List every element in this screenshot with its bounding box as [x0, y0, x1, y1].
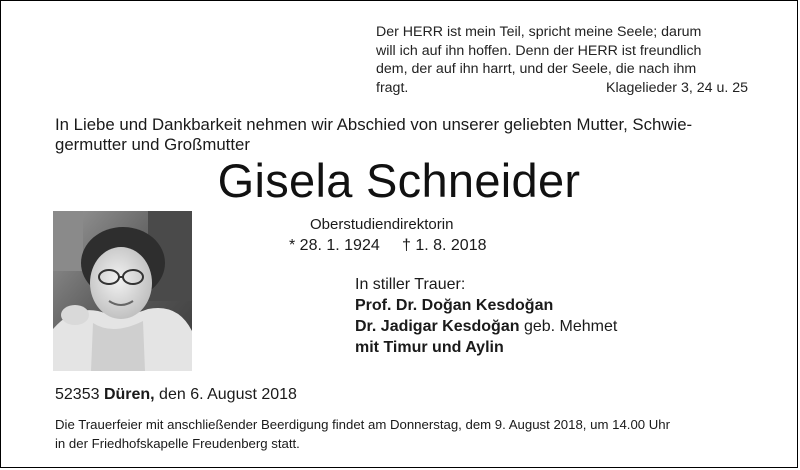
verse-line: will ich auf ihn hoffen. Denn der HERR ist freundlich: [376, 42, 702, 59]
city: Düren,: [103, 386, 155, 403]
intro-line: In Liebe und Dankbarkeit nehmen wir Abschied von unserer geliebten Mutter, Schwie-: [55, 115, 693, 134]
deceased-name: Gisela Schneider: [217, 154, 581, 207]
mourner-line: [355, 316, 617, 337]
bible-verse: [376, 23, 748, 97]
deceased-title: Oberstudiendirektorin: [310, 216, 454, 233]
portrait-photo: [53, 211, 192, 371]
portrait-image: [53, 211, 192, 371]
service-line: Die Trauerfeier mit anschließender Beerdigung findet am Donnerstag, dem 9. August 2018, um 14.00 Uhr: [55, 417, 671, 432]
intro-line: germutter und Großmutter: [55, 135, 250, 154]
intro-text: [55, 115, 755, 155]
verse-line: dem, der auf ihn harrt, und der Seele, die nach ihm: [376, 61, 697, 77]
place-date-line: [55, 385, 297, 405]
service-line: in der Friedhofskapelle Freudenberg statt.: [55, 435, 300, 451]
mourner-name: Dr. Jadigar Kesdoğan: [355, 318, 520, 335]
verse-last-line: [376, 79, 748, 98]
life-dates: * 28. 1. 1924 † 1. 8. 2018: [289, 237, 487, 254]
funeral-service-info: [55, 416, 775, 453]
verse-line: Der HERR ist mein Teil, spricht meine Seele; darum: [376, 24, 702, 40]
verse-reference: Klagelieder 3, 24 u. 25: [606, 79, 748, 96]
verse-line-end: fragt.: [376, 79, 409, 96]
mourner-name: Prof. Dr. Doğan Kesdoğan: [355, 297, 554, 314]
mourner-birth-name: geb. Mehmet: [519, 318, 618, 335]
postcode: 52353: [55, 386, 104, 403]
mourners-heading: In stiller Trauer:: [355, 276, 466, 293]
notice-date: den 6. August 2018: [154, 386, 297, 403]
mourner-family: mit Timur und Aylin: [355, 339, 504, 356]
mourners-block: [355, 274, 617, 358]
